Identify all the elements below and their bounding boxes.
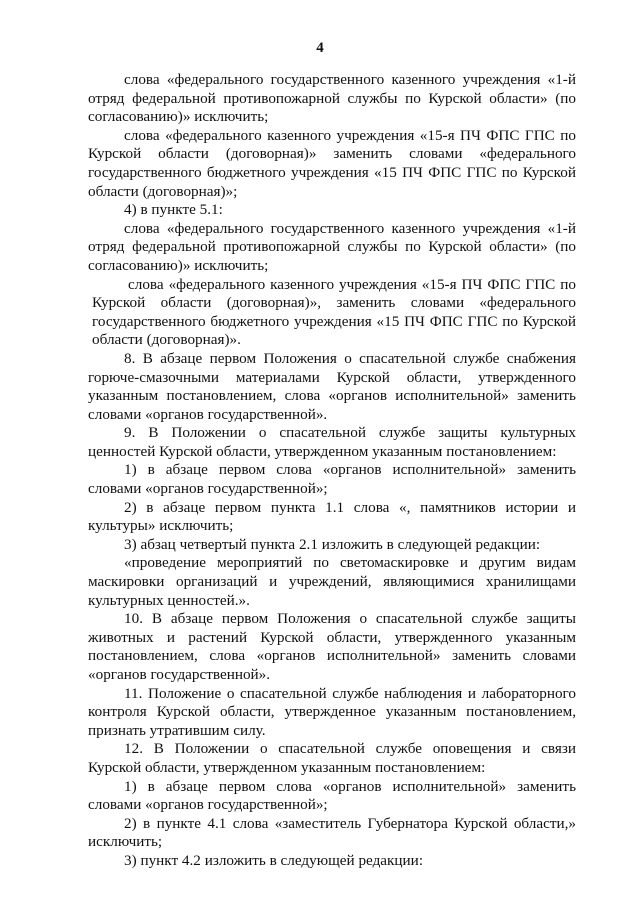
paragraph-16: 2) в пункте 4.1 слова «заместитель Губернатора Курской области,» исключить; (88, 814, 576, 851)
paragraph-1: слова «федерального государственного казенного учреждения «1-й отряд федеральной противопожарной службы по Курской области» (по согласованию)» исключить; (88, 71, 576, 126)
paragraph-3: 4) в пункте 5.1: (124, 201, 223, 219)
paragraph-10: 3) абзац четвертый пункта 2.1 изложить в следующей редакции: (124, 535, 541, 553)
paragraph-7: 9. В Положении о спасательной службе защиты культурных ценностей Курской области, утвержденном указанным постановлением: (88, 424, 576, 460)
paragraph-14: 12. В Положении о спасательной службе оповещения и связи Курской области, утвержденном указанным постановлением: (88, 740, 576, 776)
paragraph-8: 1) в абзаце первом слова «органов исполнительной» заменить словами «органов государственной»; (88, 461, 576, 498)
paragraph-2: слова «федерального казенного учреждения «15-я ПЧ ФПС ГПС по Курской области (договорная)» заменить словами «федерального государственного бюджетного учреждения «15 ПЧ ФПС ГПС по Курской области (договорная)»; (88, 126, 576, 200)
paragraph-12: 10. В абзаце первом Положения о спасательной службе защиты животных и растений Курской области, утвержденного указанным постановлением, слова «органов исполнительной» заменить словами «органов государственной». (88, 610, 576, 683)
page-number: 4 (316, 40, 324, 56)
paragraph-15: 1) в абзаце первом слова «органов исполнительной» заменить словами «органов государственной»; (88, 777, 576, 814)
paragraph-6: 8. В абзаце первом Положения о спасательной службе снабжения горюче-смазочными материалами Курской области, утвержденного указанным постановлением, слова «органов исполнительной» заменить словами «органов государственной». (88, 349, 576, 423)
paragraph-4: слова «федерального государственного казенного учреждения «1-й отряд федеральной противопожарной службы по Курской области» (по согласованию)» исключить; (88, 219, 576, 274)
paragraph-5: слова «федерального казенного учреждения «15-я ПЧ ФПС ГПС по Курской области (договорная)», заменить словами «федерального государственного бюджетного учреждения «15 ПЧ ФПС ГПС по Курской области (договорная)». (92, 275, 576, 349)
paragraph-9: 2) в абзаце первом пункта 1.1 слова «, памятников истории и культуры» исключить; (88, 498, 576, 535)
document-body (88, 71, 576, 871)
paragraph-17: 3) пункт 4.2 изложить в следующей редакции: (124, 851, 424, 869)
paragraph-11: «проведение мероприятий по светомаскировке и другим видам маскировки организаций и учреждений, являющимися хранилищами культурных ценностей.». (88, 554, 576, 609)
paragraph-13: 11. Положение о спасательной службе наблюдения и лабораторного контроля Курской области, утвержденное указанным постановлением, признать утратившим силу. (88, 684, 576, 739)
